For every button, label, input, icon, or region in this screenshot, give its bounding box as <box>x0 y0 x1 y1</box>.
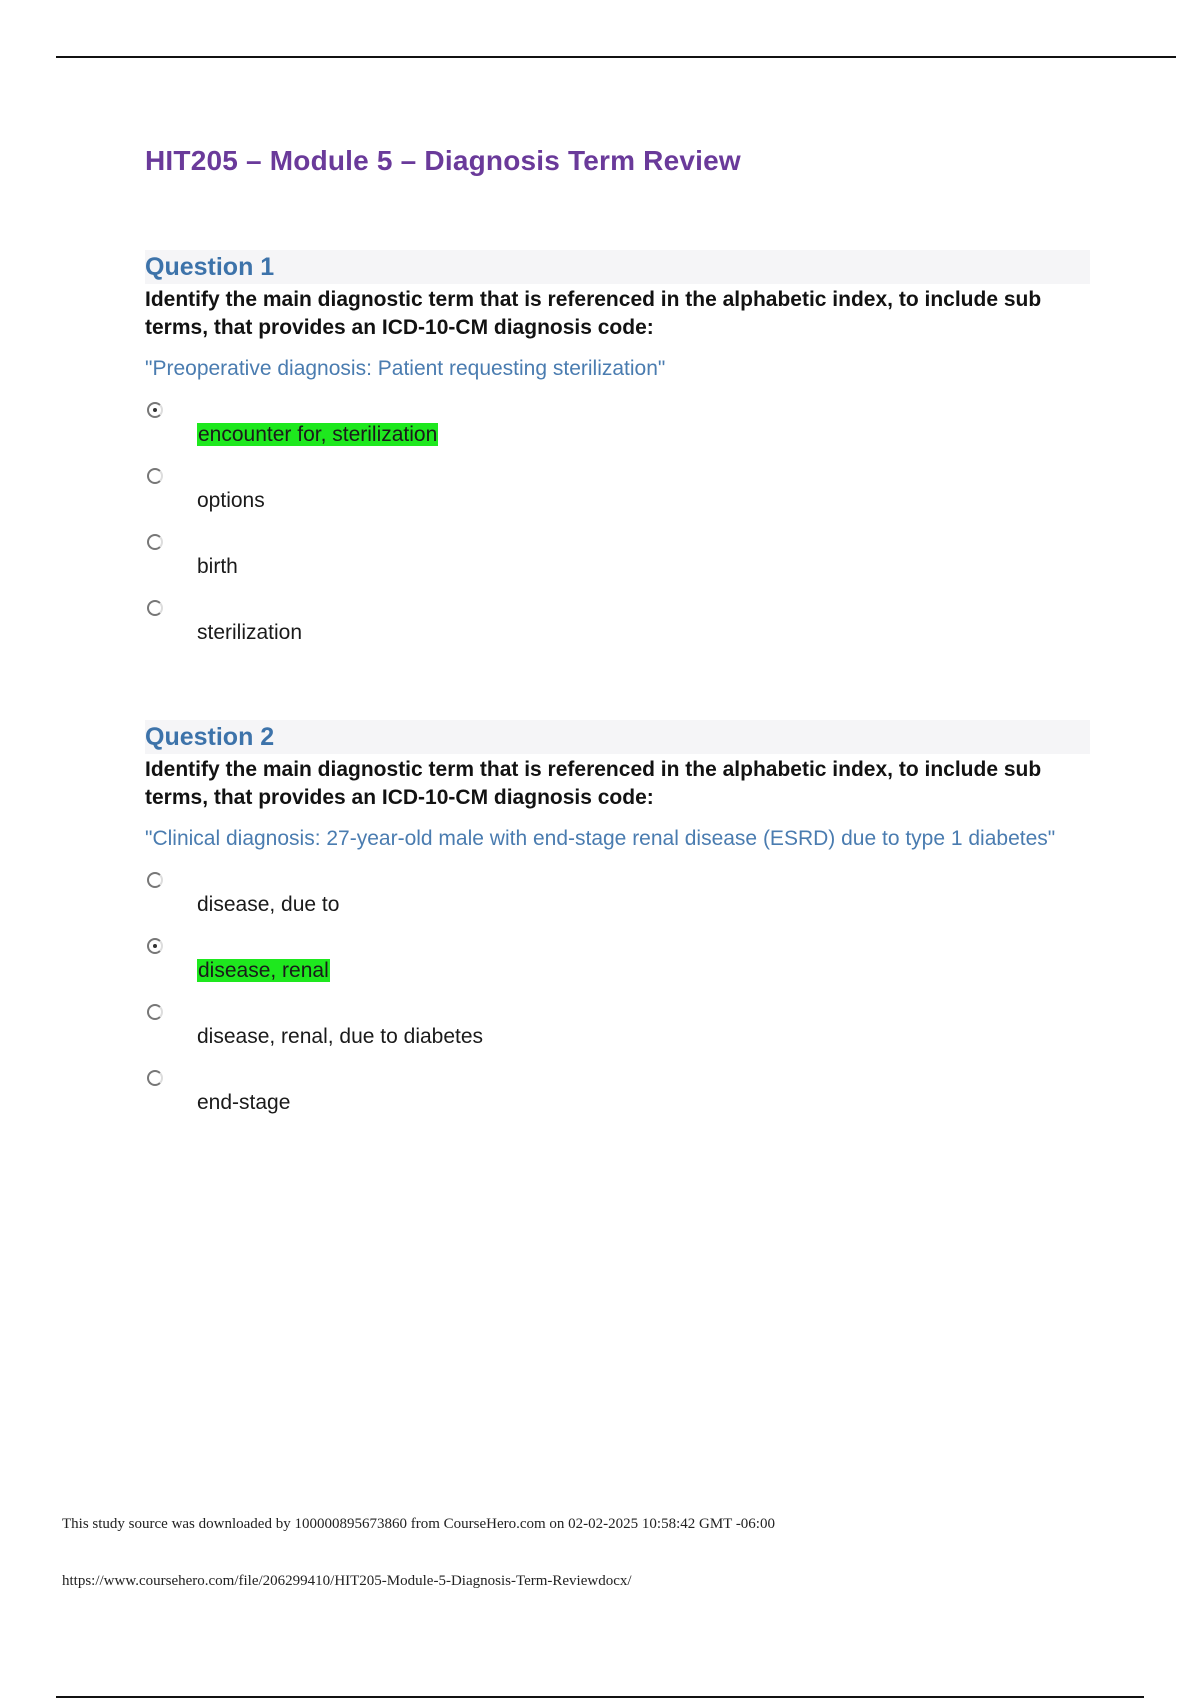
highlighted-answer: encounter for, sterilization <box>198 423 438 446</box>
answer-option[interactable] <box>145 402 1090 468</box>
answer-option[interactable] <box>145 468 1090 534</box>
top-rule <box>56 56 1176 58</box>
highlighted-answer: disease, renal <box>198 959 329 982</box>
option-label: end-stage <box>197 1091 291 1114</box>
radio-icon[interactable] <box>147 600 163 616</box>
answer-options <box>145 872 1090 1136</box>
answer-option[interactable] <box>145 872 1090 938</box>
answer-options <box>145 402 1090 666</box>
radio-selected-icon[interactable] <box>147 938 163 954</box>
radio-icon[interactable] <box>147 1004 163 1020</box>
radio-icon[interactable] <box>147 872 163 888</box>
answer-option[interactable] <box>145 1070 1090 1136</box>
answer-option[interactable] <box>145 1004 1090 1070</box>
option-label: birth <box>197 555 238 578</box>
question-block-2 <box>145 720 1090 1136</box>
option-label: disease, due to <box>197 893 340 916</box>
document-title: HIT205 – Module 5 – Diagnosis Term Review <box>145 145 741 176</box>
question-quote: "Preoperative diagnosis: Patient requesting sterilization" <box>145 357 666 380</box>
answer-option[interactable] <box>145 534 1090 600</box>
download-source-note: This study source was downloaded by 100000895673860 from CourseHero.com on 02-02-2025 10:58:42 GMT -06:00 <box>62 1516 775 1532</box>
option-label <box>197 958 330 984</box>
radio-icon[interactable] <box>147 468 163 484</box>
option-label: sterilization <box>197 621 303 644</box>
question-prompt: Identify the main diagnostic term that is referenced in the alphabetic index, to include sub terms, that provides an ICD-10-CM diagnosis code: <box>145 288 1042 339</box>
bottom-rule <box>56 1696 1144 1698</box>
option-label <box>197 422 438 448</box>
question-prompt: Identify the main diagnostic term that is referenced in the alphabetic index, to include sub terms, that provides an ICD-10-CM diagnosis code: <box>145 758 1042 809</box>
option-label: disease, renal, due to diabetes <box>197 1025 484 1048</box>
radio-icon[interactable] <box>147 1070 163 1086</box>
radio-icon[interactable] <box>147 534 163 550</box>
question-block-1 <box>145 250 1090 666</box>
answer-option[interactable] <box>145 938 1090 1004</box>
answer-option[interactable] <box>145 600 1090 666</box>
question-header: Question 1 <box>145 250 1090 284</box>
option-label: options <box>197 489 265 512</box>
question-header: Question 2 <box>145 720 1090 754</box>
radio-selected-icon[interactable] <box>147 402 163 418</box>
question-quote: "Clinical diagnosis: 27-year-old male with end-stage renal disease (ESRD) due to type 1 diabetes" <box>145 827 1056 850</box>
source-url[interactable]: https://www.coursehero.com/file/206299410/HIT205-Module-5-Diagnosis-Term-Reviewdocx/ <box>62 1573 632 1589</box>
